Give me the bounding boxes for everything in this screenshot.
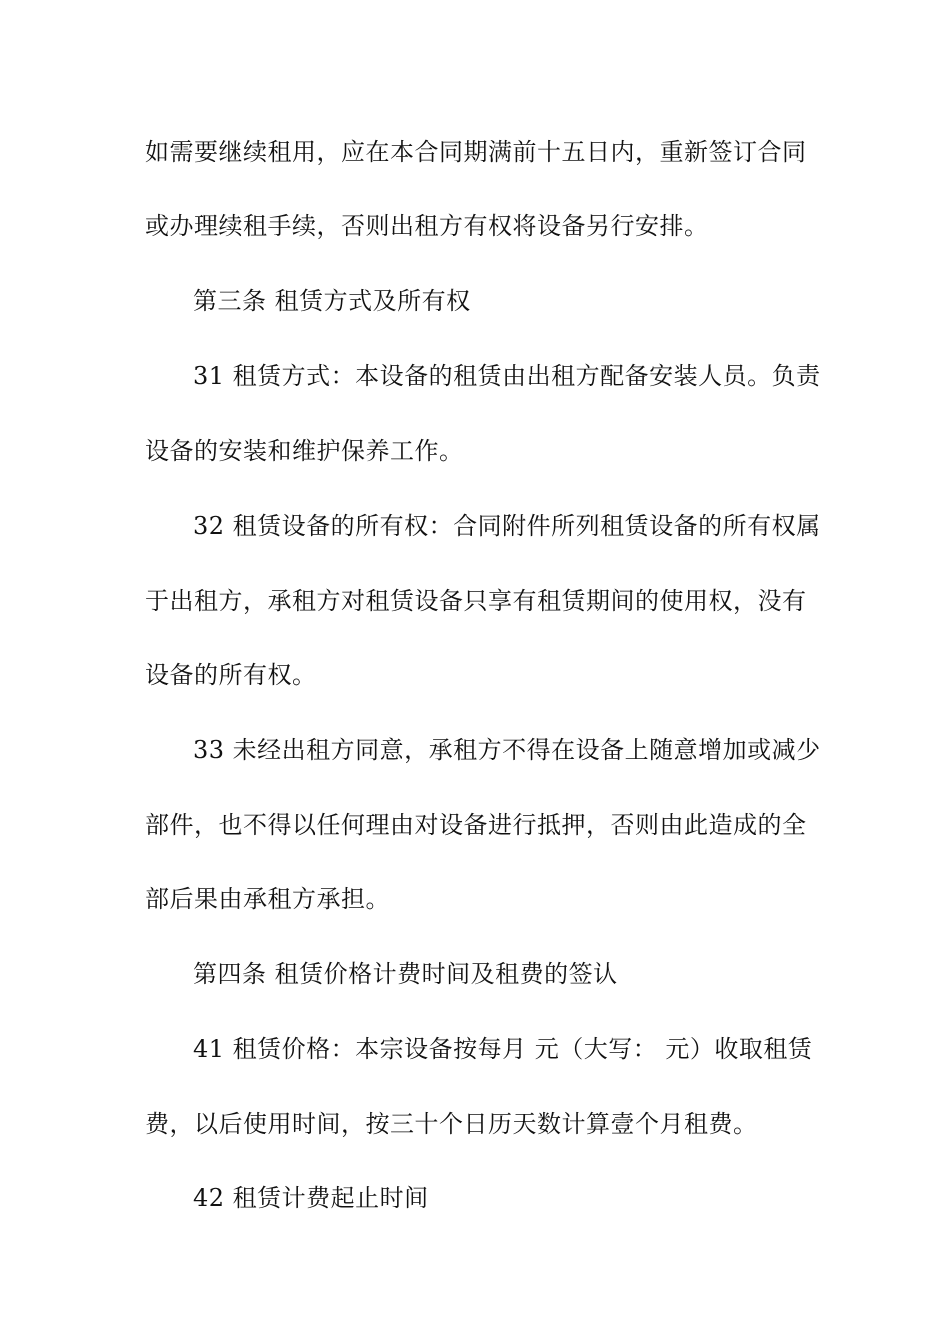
paragraph-line: 如需要继续租用，应在本合同期满前十五日内，重新签订合同 bbox=[145, 138, 807, 166]
paragraph-line: 32 租赁设备的所有权：合同附件所列租赁设备的所有权属 bbox=[193, 512, 821, 540]
section-heading: 第四条 租赁价格计费时间及租费的签认 bbox=[193, 960, 618, 988]
paragraph-line: 部后果由承租方承担。 bbox=[145, 885, 390, 913]
paragraph-line: 31 租赁方式：本设备的租赁由出租方配备安装人员。负责 bbox=[193, 362, 821, 390]
paragraph-line: 费，以后使用时间，按三十个日历天数计算壹个月租费。 bbox=[145, 1110, 758, 1138]
paragraph-line: 41 租赁价格：本宗设备按每月 元（大写： 元）收取租赁 bbox=[193, 1035, 813, 1063]
paragraph-line: 33 未经出租方同意，承租方不得在设备上随意增加或减少 bbox=[193, 736, 821, 764]
section-heading: 第三条 租赁方式及所有权 bbox=[193, 287, 471, 315]
paragraph-line: 42 租赁计费起止时间 bbox=[193, 1184, 429, 1212]
paragraph-line: 设备的安装和维护保养工作。 bbox=[145, 437, 464, 465]
paragraph-line: 部件，也不得以任何理由对设备进行抵押，否则由此造成的全 bbox=[145, 811, 807, 839]
paragraph-line: 设备的所有权。 bbox=[145, 661, 317, 689]
paragraph-line: 于出租方，承租方对租赁设备只享有租赁期间的使用权，没有 bbox=[145, 587, 807, 615]
paragraph-line: 或办理续租手续，否则出租方有权将设备另行安排。 bbox=[145, 212, 709, 240]
